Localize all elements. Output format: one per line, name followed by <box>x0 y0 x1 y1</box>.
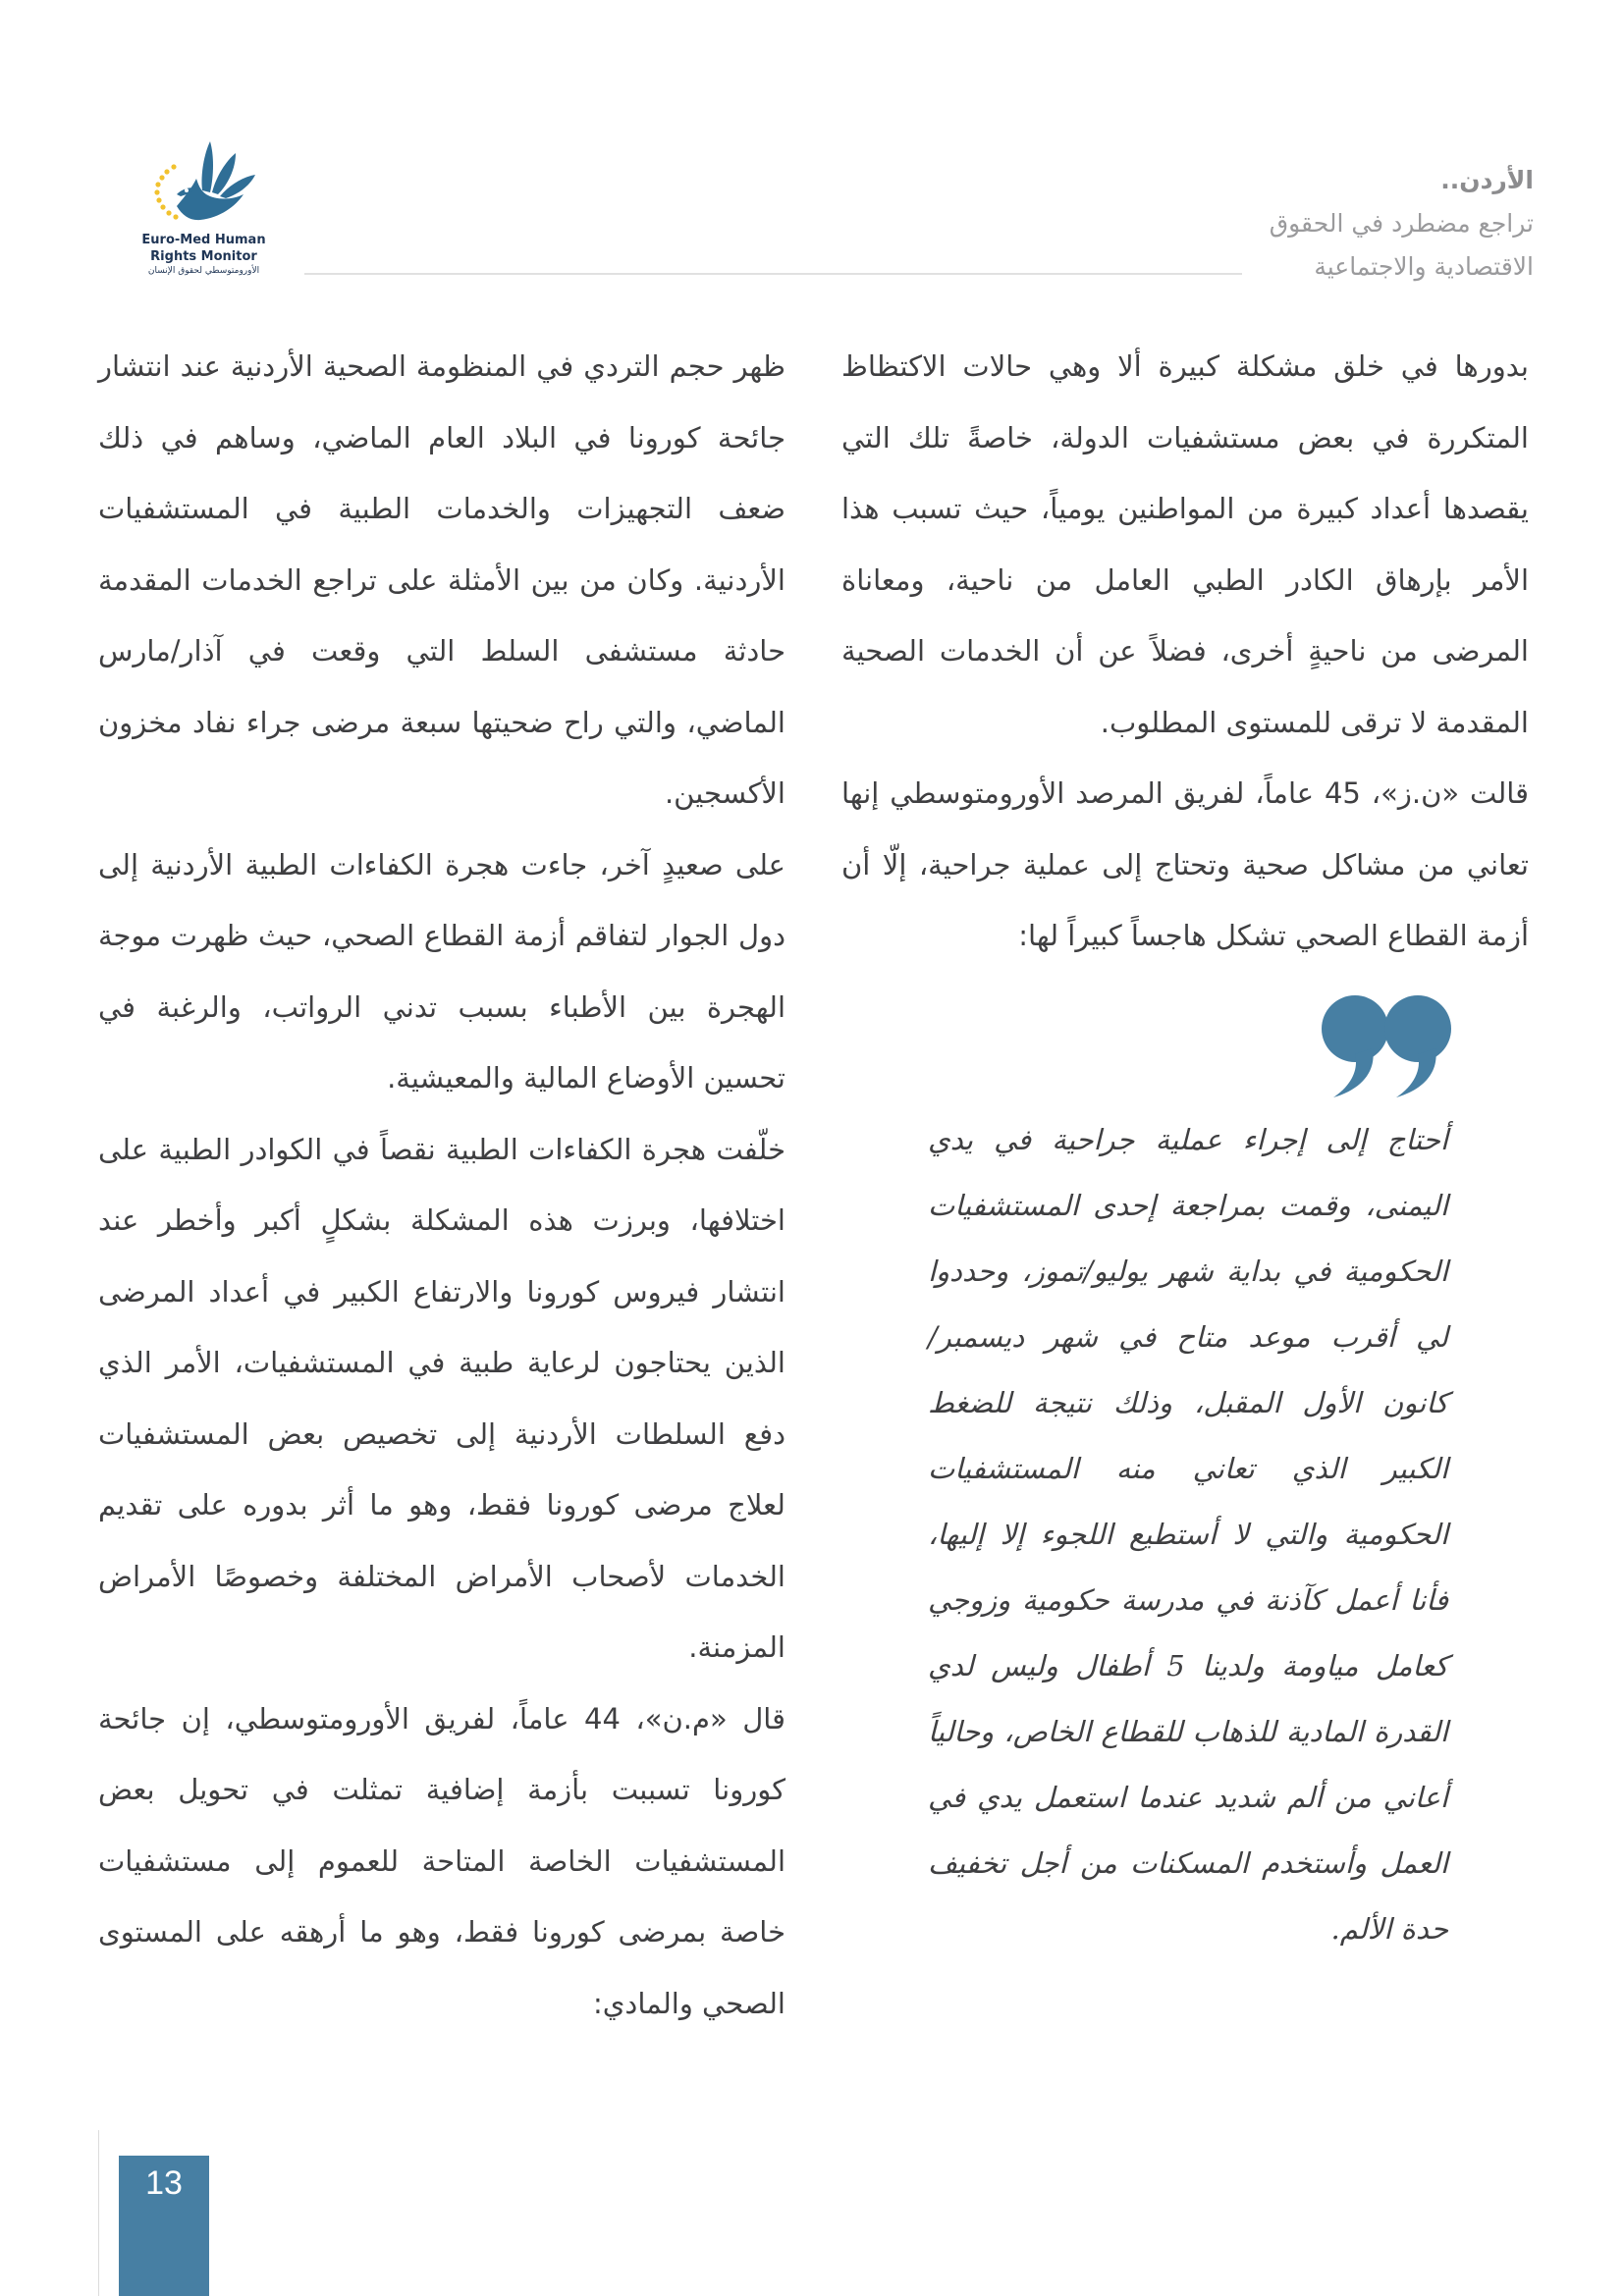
left-paragraph-1: ظهر حجم التردي في المنظومة الصحية الأردنية عند انتشار جائحة كورونا في البلاد العام الماضي، وساهم في ذلك ضعف التجهيزات والخدمات الطبية في المستشفيات الأردنية. وكان من بين الأمثلة على تراجع الخدمات المقدمة حادثة مستشفى السلط التي وقعت في آذار/مارس الماضي، والتي راح ضحيتها سبعة مرضى جراء نفاد مخزون الأكسجين. <box>98 349 785 810</box>
logo-text <box>137 232 270 278</box>
left-paragraph-3: خلّفت هجرة الكفاءات الطبية نقصاً في الكوادر الطبية على اختلافها، وبرزت هذه المشكلة بشكلٍ أكبر وأخطر عند انتشار فيروس كورونا والارتفاع الكبير في أعداد المرضى الذين يحتاجون لرعاية طبية في المستشفيات، الأمر الذي دفع السلطات الأردنية إلى تخصيص بعض المستشفيات لعلاج مرضى كورونا فقط، وهو ما أثر بدوره على تقديم الخدمات لأصحاب الأمراض المختلفة وخصوصًا الأمراض المزمنة. <box>98 1132 785 1664</box>
right-paragraph-2: قالت «ن.ز»، 45 عاماً، لفريق المرصد الأورومتوسطي إنها تعاني من مشاكل صحية وتحتاج إلى عملية جراحية، إلّا أن أزمة القطاع الصحي تشكل هاجساً كبيراً لها: <box>841 776 1529 952</box>
logo-name-arabic: الأورومتوسطي لحقوق الإنسان <box>147 266 260 276</box>
hand-shape <box>177 141 255 220</box>
logo-name-line-1: Euro-Med Human <box>141 233 266 247</box>
right-text-column <box>841 331 1529 972</box>
logo-name-line-2: Rights Monitor <box>150 249 257 264</box>
hand-dove-logo-icon <box>137 135 270 234</box>
header-title-line-2: الاقتصادية والاجتماعية <box>1314 252 1534 281</box>
header-title-line-1: تراجع مضطرد في الحقوق <box>1269 209 1534 238</box>
header-kicker: الأردن.. <box>1440 166 1534 194</box>
quote-mark-icon <box>1318 991 1455 1099</box>
star-ring <box>154 164 178 219</box>
header-divider <box>304 273 1242 275</box>
euro-med-logo <box>137 135 270 283</box>
right-paragraph-1: بدورها في خلق مشكلة كبيرة ألا وهي حالات الاكتظاظ المتكررة في بعض مستشفيات الدولة، خاصةً تلك التي يقصدها أعداد كبيرة من المواطنين يومياً، حيث تسبب هذا الأمر بإرهاق الكادر الطبي العامل من ناحية، ومعاناة المرضى من ناحيةٍ أخرى، فضلاً عن أن الخدمات الصحية المقدمة لا ترقى للمستوى المطلوب. <box>841 349 1529 739</box>
left-paragraph-2: على صعيدٍ آخر، جاءت هجرة الكفاءات الطبية الأردنية إلى دول الجوار لتفاقم أزمة القطاع الصحي، حيث ظهرت موجة الهجرة بين الأطباء بسبب تدني الرواتب، والرغبة في تحسين الأوضاع المالية والمعيشية. <box>98 847 785 1095</box>
testimony-quote: أحتاج إلى إجراء عملية جراحية في يدي اليمنى، وقمت بمراجعة إحدى المستشفيات الحكومية في بداية شهر يوليو/تموز، وحددوا لي أقرب موعد متاح في شهر ديسمبر/ كانون الأول المقبل، وذلك نتيجة للضغط الكبير الذي تعاني منه المستشفيات الحكومية والتي لا أستطيع اللجوء إلا إليها، فأنا أعمل كآذنة في مدرسة حكومية وزوجي كعامل مياومة ولدينا 5 أطفال وليس لدي القدرة المادية للذهاب للقطاع الخاص، وحالياً أعاني من ألم شديد عندما استعمل يدي في العمل وأستخدم المسكنات من أجل تخفيف حدة الألم. <box>928 1123 1448 1946</box>
page-number: 13 <box>145 2164 183 2202</box>
page-header-title <box>1219 159 1534 289</box>
left-text-column <box>98 331 785 2039</box>
left-paragraph-4: قال «م.ن»، 44 عاماً، لفريق الأورومتوسطي، إن جائحة كورونا تسببت بأزمة إضافية تمثلت في تحويل بعض المستشفيات الخاصة المتاحة للعموم إلى مستشفيات خاصة بمرضى كورونا فقط، وهو ما أرهقه على المستوى الصحي والمادي: <box>98 1701 785 2020</box>
footer-divider <box>98 2130 99 2296</box>
